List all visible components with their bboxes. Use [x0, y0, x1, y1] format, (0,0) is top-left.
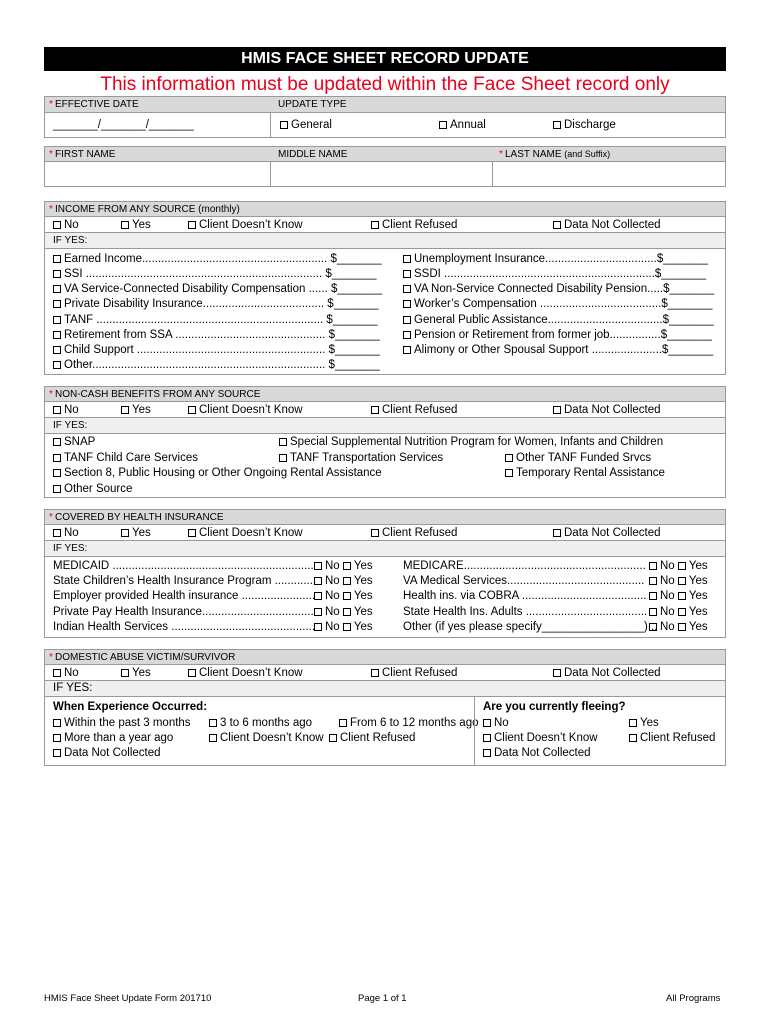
checkbox-icon — [403, 316, 411, 324]
footer-programs: All Programs — [666, 993, 721, 1004]
noncash-client-doesnt-know[interactable]: Client Doesn’t Know — [188, 403, 303, 417]
checkbox-icon — [209, 734, 217, 742]
checkbox-icon — [678, 608, 686, 616]
checkbox-icon — [403, 346, 411, 354]
checkbox-icon — [371, 529, 379, 537]
income-ssdi[interactable]: SSDI ..................................................................$_______ — [403, 267, 706, 281]
health-other-yn[interactable]: No Yes — [649, 620, 708, 634]
domestic-client-doesnt-know[interactable]: Client Doesn’t Know — [188, 666, 303, 680]
checkbox-icon — [649, 592, 657, 600]
domestic-bar: * DOMESTIC ABUSE VICTIM/SURVIVOR — [44, 649, 726, 665]
update-type-group — [270, 112, 726, 138]
fleeing-client-refused[interactable]: Client Refused — [629, 731, 715, 745]
health-no[interactable]: No — [53, 526, 79, 540]
fleeing-yes[interactable]: Yes — [629, 716, 659, 730]
checkbox-icon — [505, 469, 513, 477]
noncash-other-source[interactable]: Other Source — [53, 482, 132, 496]
checkbox-icon — [53, 719, 61, 727]
footer-form-id: HMIS Face Sheet Update Form 201710 — [44, 993, 212, 1004]
domestic-fleeing-box — [474, 696, 726, 766]
noncash-tanf-child-care[interactable]: TANF Child Care Services — [53, 451, 198, 465]
domestic-client-refused[interactable]: Client Refused — [371, 666, 457, 680]
checkbox-icon — [53, 749, 61, 757]
checkbox-icon — [678, 562, 686, 570]
checkbox-icon — [343, 623, 351, 631]
update-type-annual[interactable]: Annual — [439, 118, 486, 132]
checkbox-icon — [505, 454, 513, 462]
health-schip-yn[interactable]: No Yes — [314, 574, 373, 588]
checkbox-icon — [121, 221, 129, 229]
health-va-medical: VA Medical Services........................................... — [403, 575, 645, 587]
checkbox-icon — [678, 577, 686, 585]
checkbox-icon — [53, 454, 61, 462]
checkbox-icon — [343, 562, 351, 570]
noncash-yes[interactable]: Yes — [121, 403, 151, 417]
name-bar: * FIRST NAME MIDDLE NAME * LAST NAME (and Suffix) — [44, 146, 726, 162]
domestic-no[interactable]: No — [53, 666, 79, 680]
checkbox-icon — [279, 454, 287, 462]
update-type-label: UPDATE TYPE — [278, 99, 347, 110]
health-employer-yn[interactable]: No Yes — [314, 589, 373, 603]
health-sources — [44, 556, 726, 638]
checkbox-icon — [53, 221, 61, 229]
checkbox-icon — [53, 669, 61, 677]
health-other: Other (if yes please specify________________)... — [403, 621, 658, 633]
income-retirement-ssa[interactable]: Retirement from SSA ............................................... $_______ — [53, 328, 380, 342]
last-name-input[interactable] — [492, 161, 726, 187]
checkbox-icon — [371, 669, 379, 677]
domestic-yes[interactable]: Yes — [121, 666, 151, 680]
health-medicare-yn[interactable]: No Yes — [649, 559, 708, 573]
noncash-wic[interactable]: Special Supplemental Nutrition Program for Women, Infants and Children — [279, 435, 663, 449]
health-private-pay-yn[interactable]: No Yes — [314, 605, 373, 619]
income-data-not-collected[interactable]: Data Not Collected — [553, 218, 661, 232]
checkbox-icon — [280, 121, 288, 129]
health-indian-yn[interactable]: No Yes — [314, 620, 373, 634]
income-no[interactable]: No — [53, 218, 79, 232]
checkbox-icon — [53, 285, 61, 293]
checkbox-icon — [403, 270, 411, 278]
income-workers-comp[interactable]: Worker’s Compensation ......................................$_______ — [403, 297, 713, 311]
health-schip: State Children’s Health Insurance Program ............. — [53, 575, 317, 587]
checkbox-icon — [121, 529, 129, 537]
health-client-doesnt-know[interactable]: Client Doesn’t Know — [188, 526, 303, 540]
income-if-yes-bar: IF YES: — [44, 232, 726, 249]
when-past-3-months[interactable]: Within the past 3 months — [53, 716, 191, 730]
income-other[interactable]: Other......................................................................... $_______ — [53, 358, 380, 372]
income-sources — [44, 248, 726, 375]
checkbox-icon — [343, 608, 351, 616]
income-client-refused[interactable]: Client Refused — [371, 218, 457, 232]
checkbox-icon — [314, 562, 322, 570]
checkbox-icon — [439, 121, 447, 129]
checkbox-icon — [339, 719, 347, 727]
health-cobra: Health ins. via COBRA ....................................... — [403, 590, 647, 602]
checkbox-icon — [121, 406, 129, 414]
domestic-label: DOMESTIC ABUSE VICTIM/SURVIVOR — [55, 652, 236, 663]
income-tanf[interactable]: TANF ....................................................................... $_______ — [53, 313, 378, 327]
checkbox-icon — [53, 300, 61, 308]
checkbox-icon — [403, 285, 411, 293]
income-earned[interactable]: Earned Income.......................................................... $_______ — [53, 252, 382, 266]
income-va-service[interactable]: VA Service-Connected Disability Compensation ...... $_______ — [53, 282, 382, 296]
checkbox-icon — [553, 221, 561, 229]
income-pension[interactable]: Pension or Retirement from former job................$_______ — [403, 328, 712, 342]
checkbox-icon — [53, 316, 61, 324]
checkbox-icon — [649, 562, 657, 570]
noncash-client-refused[interactable]: Client Refused — [371, 403, 457, 417]
fleeing-no[interactable]: No — [483, 716, 509, 730]
middle-name-label: MIDDLE NAME — [278, 149, 348, 160]
income-bar: * INCOME FROM ANY SOURCE (monthly) — [44, 201, 726, 217]
first-name-label: FIRST NAME — [55, 149, 116, 160]
health-bar: * COVERED BY HEALTH INSURANCE — [44, 509, 726, 525]
income-unemployment[interactable]: Unemployment Insurance...................................$_______ — [403, 252, 708, 266]
effective-date-label: EFFECTIVE DATE — [55, 99, 139, 110]
income-yes[interactable]: Yes — [121, 218, 151, 232]
income-child-support[interactable]: Child Support ........................................................... $_______ — [53, 343, 380, 357]
checkbox-icon — [188, 669, 196, 677]
when-more-than-year[interactable]: More than a year ago — [53, 731, 173, 745]
checkbox-icon — [121, 669, 129, 677]
health-private-pay: Private Pay Health Insurance................................... — [53, 606, 314, 618]
checkbox-icon — [53, 331, 61, 339]
fleeing-data-not-collected[interactable]: Data Not Collected — [483, 746, 591, 760]
checkbox-icon — [329, 734, 337, 742]
domestic-when-box — [44, 696, 479, 766]
fleeing-client-doesnt-know[interactable]: Client Doesn’t Know — [483, 731, 598, 745]
health-employer: Employer provided Health insurance ....................... — [53, 590, 316, 602]
checkbox-icon — [343, 592, 351, 600]
domestic-data-not-collected[interactable]: Data Not Collected — [553, 666, 661, 680]
checkbox-icon — [53, 346, 61, 354]
checkbox-icon — [188, 406, 196, 414]
checkbox-icon — [314, 623, 322, 631]
checkbox-icon — [314, 577, 322, 585]
checkbox-icon — [483, 734, 491, 742]
checkbox-icon — [371, 221, 379, 229]
noncash-tanf-transport[interactable]: TANF Transportation Services — [279, 451, 443, 465]
noncash-response-row — [44, 401, 726, 418]
checkbox-icon — [649, 577, 657, 585]
effective-date-field[interactable] — [44, 112, 271, 138]
middle-name-input[interactable] — [270, 161, 493, 187]
checkbox-icon — [314, 592, 322, 600]
when-data-not-collected[interactable]: Data Not Collected — [53, 746, 161, 760]
domestic-response-row — [44, 664, 726, 681]
checkbox-icon — [53, 255, 61, 263]
checkbox-icon — [553, 529, 561, 537]
income-general-public[interactable]: General Public Assistance....................................$_______ — [403, 313, 714, 327]
checkbox-icon — [53, 485, 61, 493]
health-state-adults: State Health Ins. Adults ...................................... — [403, 606, 648, 618]
when-client-refused[interactable]: Client Refused — [329, 731, 415, 745]
checkbox-icon — [53, 438, 61, 446]
health-state-adults-yn[interactable]: No Yes — [649, 605, 708, 619]
effective-date-blank: _______/_______/_______ — [53, 119, 194, 131]
checkbox-icon — [629, 734, 637, 742]
checkbox-icon — [53, 361, 61, 369]
checkbox-icon — [209, 719, 217, 727]
health-va-medical-yn[interactable]: No Yes — [649, 574, 708, 588]
header-bar — [44, 96, 726, 113]
last-name-label: LAST NAME (and Suffix) — [505, 149, 611, 160]
when-6-to-12-months[interactable]: From 6 to 12 months ago — [339, 716, 478, 730]
checkbox-icon — [629, 719, 637, 727]
checkbox-icon — [314, 608, 322, 616]
checkbox-icon — [403, 331, 411, 339]
checkbox-icon — [53, 270, 61, 278]
noncash-sources — [44, 433, 726, 498]
checkbox-icon — [53, 406, 61, 414]
checkbox-icon — [483, 719, 491, 727]
noncash-bar: * NON-CASH BENEFITS FROM ANY SOURCE — [44, 386, 726, 402]
health-indian: Indian Health Services ............................................. — [53, 621, 316, 633]
checkbox-icon — [279, 438, 287, 446]
income-ssi[interactable]: SSI .......................................................................... $_______ — [53, 267, 377, 281]
noncash-if-yes-bar: IF YES: — [44, 417, 726, 434]
update-type-discharge[interactable]: Discharge — [553, 118, 616, 132]
checkbox-icon — [53, 529, 61, 537]
checkbox-icon — [553, 406, 561, 414]
noncash-temp-rental[interactable]: Temporary Rental Assistance — [505, 466, 665, 480]
income-label: INCOME FROM ANY SOURCE (monthly) — [55, 204, 240, 215]
checkbox-icon — [649, 623, 657, 631]
checkbox-icon — [53, 469, 61, 477]
health-label: COVERED BY HEALTH INSURANCE — [55, 512, 224, 523]
noncash-other-tanf[interactable]: Other TANF Funded Srvcs — [505, 451, 651, 465]
checkbox-icon — [343, 577, 351, 585]
checkbox-icon — [649, 608, 657, 616]
checkbox-icon — [371, 406, 379, 414]
checkbox-icon — [53, 734, 61, 742]
noncash-label: NON-CASH BENEFITS FROM ANY SOURCE — [55, 389, 261, 400]
noncash-data-not-collected[interactable]: Data Not Collected — [553, 403, 661, 417]
noncash-no[interactable]: No — [53, 403, 79, 417]
update-type-general[interactable]: General — [280, 118, 332, 132]
income-alimony[interactable]: Alimony or Other Spousal Support ......................$_______ — [403, 343, 713, 357]
required-mark: * — [49, 99, 53, 110]
checkbox-icon — [483, 749, 491, 757]
checkbox-icon — [553, 121, 561, 129]
first-name-input[interactable] — [44, 161, 271, 187]
health-yes[interactable]: Yes — [121, 526, 151, 540]
health-medicare: MEDICARE......................................................... — [403, 560, 646, 572]
income-client-doesnt-know[interactable]: Client Doesn’t Know — [188, 218, 303, 232]
health-client-refused[interactable]: Client Refused — [371, 526, 457, 540]
income-response-row — [44, 216, 726, 233]
checkbox-icon — [188, 529, 196, 537]
checkbox-icon — [188, 221, 196, 229]
when-client-doesnt-know[interactable]: Client Doesn’t Know — [209, 731, 324, 745]
form-subtitle: This information must be updated within the Face Sheet record only — [100, 74, 670, 95]
checkbox-icon — [403, 255, 411, 263]
footer-page-number: Page 1 of 1 — [358, 993, 407, 1004]
health-medicaid-yn[interactable]: No Yes — [314, 559, 373, 573]
checkbox-icon — [678, 623, 686, 631]
checkbox-icon — [553, 669, 561, 677]
health-cobra-yn[interactable]: No Yes — [649, 589, 708, 603]
when-3-to-6-months[interactable]: 3 to 6 months ago — [209, 716, 312, 730]
domestic-fleeing-label: Are you currently fleeing? — [483, 701, 626, 713]
income-private-disability[interactable]: Private Disability Insurance...................................... $_______ — [53, 297, 378, 311]
noncash-section8[interactable]: Section 8, Public Housing or Other Ongoing Rental Assistance — [53, 466, 382, 480]
health-response-row — [44, 524, 726, 541]
checkbox-icon — [678, 592, 686, 600]
noncash-snap[interactable]: SNAP — [53, 435, 95, 449]
health-data-not-collected[interactable]: Data Not Collected — [553, 526, 661, 540]
checkbox-icon — [403, 300, 411, 308]
health-if-yes-bar: IF YES: — [44, 540, 726, 557]
domestic-when-label: When Experience Occurred: — [53, 701, 208, 713]
health-medicaid: MEDICAID ............................................................... — [53, 560, 314, 572]
income-va-non-service[interactable]: VA Non-Service Connected Disability Pension.....$_______ — [403, 282, 714, 296]
domestic-if-yes-bar: IF YES: — [44, 680, 726, 697]
form-title: HMIS FACE SHEET RECORD UPDATE — [44, 47, 726, 71]
